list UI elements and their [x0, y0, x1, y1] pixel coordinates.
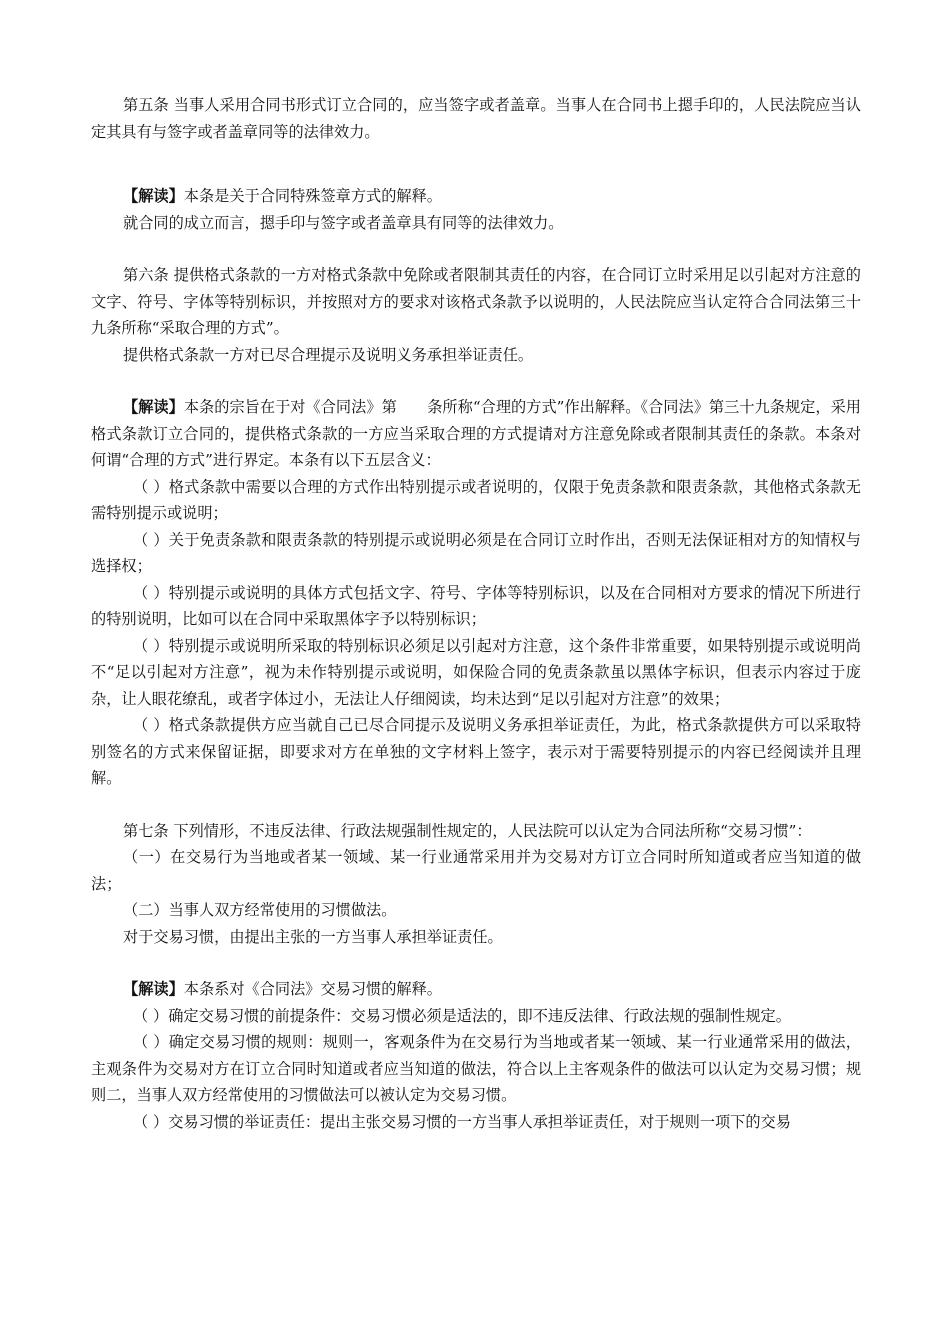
interpretation-label: 【解读】: [123, 398, 184, 416]
interpretation-text: 本条是关于合同特殊签章方式的解释。: [183, 187, 442, 205]
interpretation-6-item-5: （ ）格式条款提供方应当就自己已尽合同提示及说明义务承担举证责任，为此，格式条款提供方可以采取特别签名的方式来保留证据，即要求对方在单独的文字材料上签字，表示对于需要特别提示的内容已经阅读并且理解。: [91, 716, 861, 787]
spacer: [91, 950, 861, 976]
article-7-item-2: （二）当事人双方经常使用的习惯做法。: [123, 901, 397, 919]
document-page: [91, 92, 861, 1135]
interpretation-6-item-2: （ ）关于免责条款和限责条款的特别提示或说明必须是在合同订立时作出，否则无法保证相对方的知情权与选择权；: [91, 530, 861, 575]
article-7-item-1: （一）在交易行为当地或者某一领域、某一行业通常采用并为交易对方订立合同时所知道或者应当知道的做法；: [91, 848, 861, 893]
spacer: [91, 145, 861, 171]
spacer: [91, 171, 861, 183]
interpretation-7-item-3: （ ）交易习惯的举证责任：提出主张交易习惯的一方当事人承担举证责任，对于规则一项下的交易: [133, 1112, 791, 1131]
interpretation-6-item-4: （ ）特别提示或说明所采取的特别标识必须足以引起对方注意，这个条件非常重要，如果特别提示或说明尚不“足以引起对方注意”，视为未作特别提示或说明，如保险合同的免责条款虽以黑体字标识，但表示内容过于庞杂，让人眼花缭乱，或者字体过小，无法让人仔细阅读，均未达到“足以引起对方注意”的效果；: [91, 636, 861, 708]
interpretation-5-line2: 就合同的成立而言，摁手印与签字或者盖章具有同等的法律效力。: [123, 213, 564, 232]
interpretation-label: 【解读】: [123, 187, 184, 205]
interpretation-6-item-3: （ ）特别提示或说明的具体方式包括文字、符号、字体等特别标识，以及在合同相对方要求的情况下所进行的特别说明，比如可以在合同中采取黑体字予以特别标识；: [91, 583, 861, 628]
interpretation-text: 本条系对《合同法》交易习惯的解释。: [183, 980, 442, 998]
interpretation-6: [91, 394, 861, 474]
article-6: 第六条 提供格式条款的一方对格式条款中免除或者限制其责任的内容，在合同订立时采用足以引起对方注意的文字、符号、字体等特别标识，并按照对方的要求对该格式条款予以说明的，人民法院应当认定符合合同法第三十九条所称“采取合理的方式”。: [91, 266, 861, 337]
spacer: [91, 792, 861, 818]
interpretation-label: 【解读】: [123, 980, 184, 998]
spacer: [91, 368, 861, 394]
interpretation-7-item-2: （ ）确定交易习惯的规则：规则一，客观条件为在交易行为当地或者某一领域、某一行业通常采用的做法，主观条件为交易对方在订立合同时知道或者应当知道的做法，符合以上主客观条件的做法可以认定为交易习惯；规则二，当事人双方经常使用的习惯做法可以被认定为交易习惯。: [91, 1033, 861, 1104]
interpretation-7-item-1: （ ）确定交易习惯的前提条件：交易习惯必须是适法的，即不违反法律、行政法规的强制性规定。: [133, 1006, 791, 1025]
spacer: [91, 236, 861, 262]
interpretation-7: [91, 976, 861, 1003]
interpretation-5: [91, 183, 861, 210]
interpretation-6-item-1: （ ）格式条款中需要以合理的方式作出特别提示或者说明的，仅限于免责条款和限责条款，其他格式条款无需特别提示或说明；: [91, 477, 861, 522]
article-5: 第五条 当事人采用合同书形式订立合同的，应当签字或者盖章。当事人在合同书上摁手印的，人民法院应当认定其具有与签字或者盖章同等的法律效力。: [91, 96, 861, 141]
interpretation-text: 本条的宗旨在于对《合同法》第 条所称“合理的方式”作出解释。《合同法》第三十九条规定，采用格式条款订立合同的，提供格式条款的一方应当采取合理的方式提请对方注意免除或者限制其责任的条款。本条对何谓“合理的方式”进行界定。本条有以下五层含义：: [91, 398, 861, 469]
article-6-para2: 提供格式条款一方对已尽合理提示及说明义务承担举证责任。: [123, 345, 534, 364]
article-7-para2: 对于交易习惯，由提出主张的一方当事人承担举证责任。: [123, 927, 503, 946]
article-7: 第七条 下列情形，不违反法律、行政法规强制性规定的，人民法院可以认定为合同法所称“交易习惯”：: [123, 821, 812, 840]
